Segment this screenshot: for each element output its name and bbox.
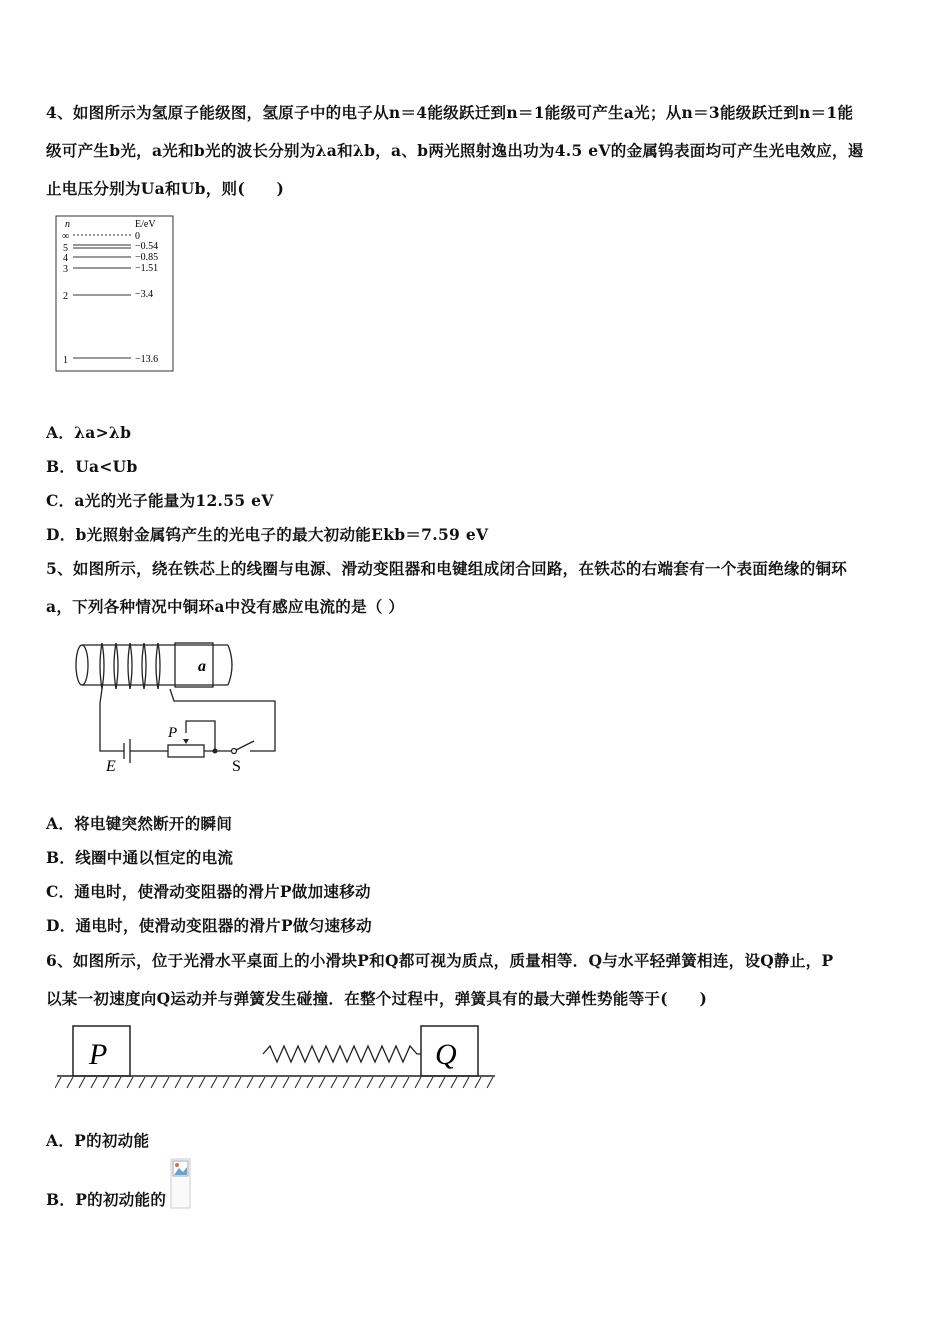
svg-text:∞: ∞ bbox=[62, 231, 70, 242]
level-inf bbox=[62, 231, 140, 242]
q6-option-b[interactable]: B．P的初动能的 bbox=[46, 1190, 167, 1209]
q4-stem-line-2: 级可产生b光，a光和b光的波长分别为λa和λb，a、b两光照射逸出功为4.5 eV的金属钨表面均可产生光电效应，遏 bbox=[46, 141, 864, 160]
svg-text:−0.54: −0.54 bbox=[135, 241, 159, 252]
slider-label: P bbox=[168, 725, 178, 741]
q5-option-b[interactable]: B．线圈中通以恒定的电流 bbox=[46, 848, 234, 867]
svg-text:−13.6: −13.6 bbox=[135, 354, 159, 365]
block-p-label: P bbox=[89, 1038, 108, 1071]
svg-text:−0.85: −0.85 bbox=[135, 252, 159, 263]
svg-text:−3.4: −3.4 bbox=[135, 289, 154, 300]
q4-option-a[interactable]: A．λa>λb bbox=[46, 423, 132, 442]
q4-stem-line-1: 4、如图所示为氢原子能级图，氢原子中的电子从n＝4能级跃迁到n＝1能级可产生a光；从n＝3能级跃迁到n＝1能 bbox=[46, 103, 854, 122]
q5-option-d[interactable]: D．通电时，使滑动变阻器的滑片P做匀速移动 bbox=[46, 916, 372, 935]
svg-text:2: 2 bbox=[63, 291, 68, 302]
e-header: E/eV bbox=[135, 219, 156, 230]
n-header: n bbox=[65, 219, 70, 230]
energy-level-diagram bbox=[55, 215, 175, 373]
q4-stem-line-3: 止电压分别为Ua和Ub，则( ) bbox=[46, 179, 285, 198]
copper-ring bbox=[175, 643, 213, 687]
rheostat bbox=[168, 745, 204, 757]
surface-hatching bbox=[55, 1077, 493, 1088]
q4-option-c[interactable]: C．a光的光子能量为12.55 eV bbox=[46, 491, 274, 510]
level-2 bbox=[63, 289, 153, 302]
broken-image-icon bbox=[170, 1158, 192, 1210]
switch-label: S bbox=[232, 758, 241, 775]
q5-option-c[interactable]: C．通电时，使滑动变阻器的滑片P做加速移动 bbox=[46, 882, 371, 901]
svg-text:0: 0 bbox=[135, 231, 140, 242]
q5-stem-line-1: 5、如图所示，绕在铁芯上的线圈与电源、滑动变阻器和电键组成闭合回路，在铁芯的右端套有一个表面绝缘的铜环 bbox=[46, 559, 848, 578]
svg-text:1: 1 bbox=[63, 355, 68, 366]
q5-stem-line-2: a，下列各种情况中铜环a中没有感应电流的是（ ） bbox=[46, 597, 405, 616]
battery-label: E bbox=[106, 758, 116, 775]
q6-stem-line-1: 6、如图所示，位于光滑水平桌面上的小滑块P和Q都可视为质点，质量相等．Q与水平轻弹簧相连，设Q静止，P bbox=[46, 951, 834, 970]
spring-blocks-diagram bbox=[55, 1022, 500, 1092]
svg-text:3: 3 bbox=[63, 264, 68, 275]
q4-option-d[interactable]: D．b光照射金属钨产生的光电子的最大初动能Ekb＝7.59 eV bbox=[46, 525, 489, 544]
q5-option-a[interactable]: A．将电键突然断开的瞬间 bbox=[46, 814, 233, 833]
q6-option-a[interactable]: A．P的初动能 bbox=[46, 1131, 150, 1150]
q4-option-b[interactable]: B．Ua<Ub bbox=[46, 457, 138, 476]
coil-circuit-diagram bbox=[70, 633, 285, 775]
coil bbox=[100, 643, 160, 689]
level-1 bbox=[63, 354, 158, 366]
svg-text:5: 5 bbox=[63, 243, 68, 254]
q6-stem-line-2: 以某一初速度向Q运动并与弹簧发生碰撞．在整个过程中，弹簧具有的最大弹性势能等于( ) bbox=[46, 989, 708, 1008]
spring bbox=[263, 1046, 421, 1062]
svg-text:4: 4 bbox=[63, 253, 68, 264]
ring-label: a bbox=[198, 658, 206, 675]
svg-text:−1.51: −1.51 bbox=[135, 263, 159, 274]
level-3 bbox=[63, 263, 158, 275]
block-q-label: Q bbox=[435, 1038, 457, 1071]
